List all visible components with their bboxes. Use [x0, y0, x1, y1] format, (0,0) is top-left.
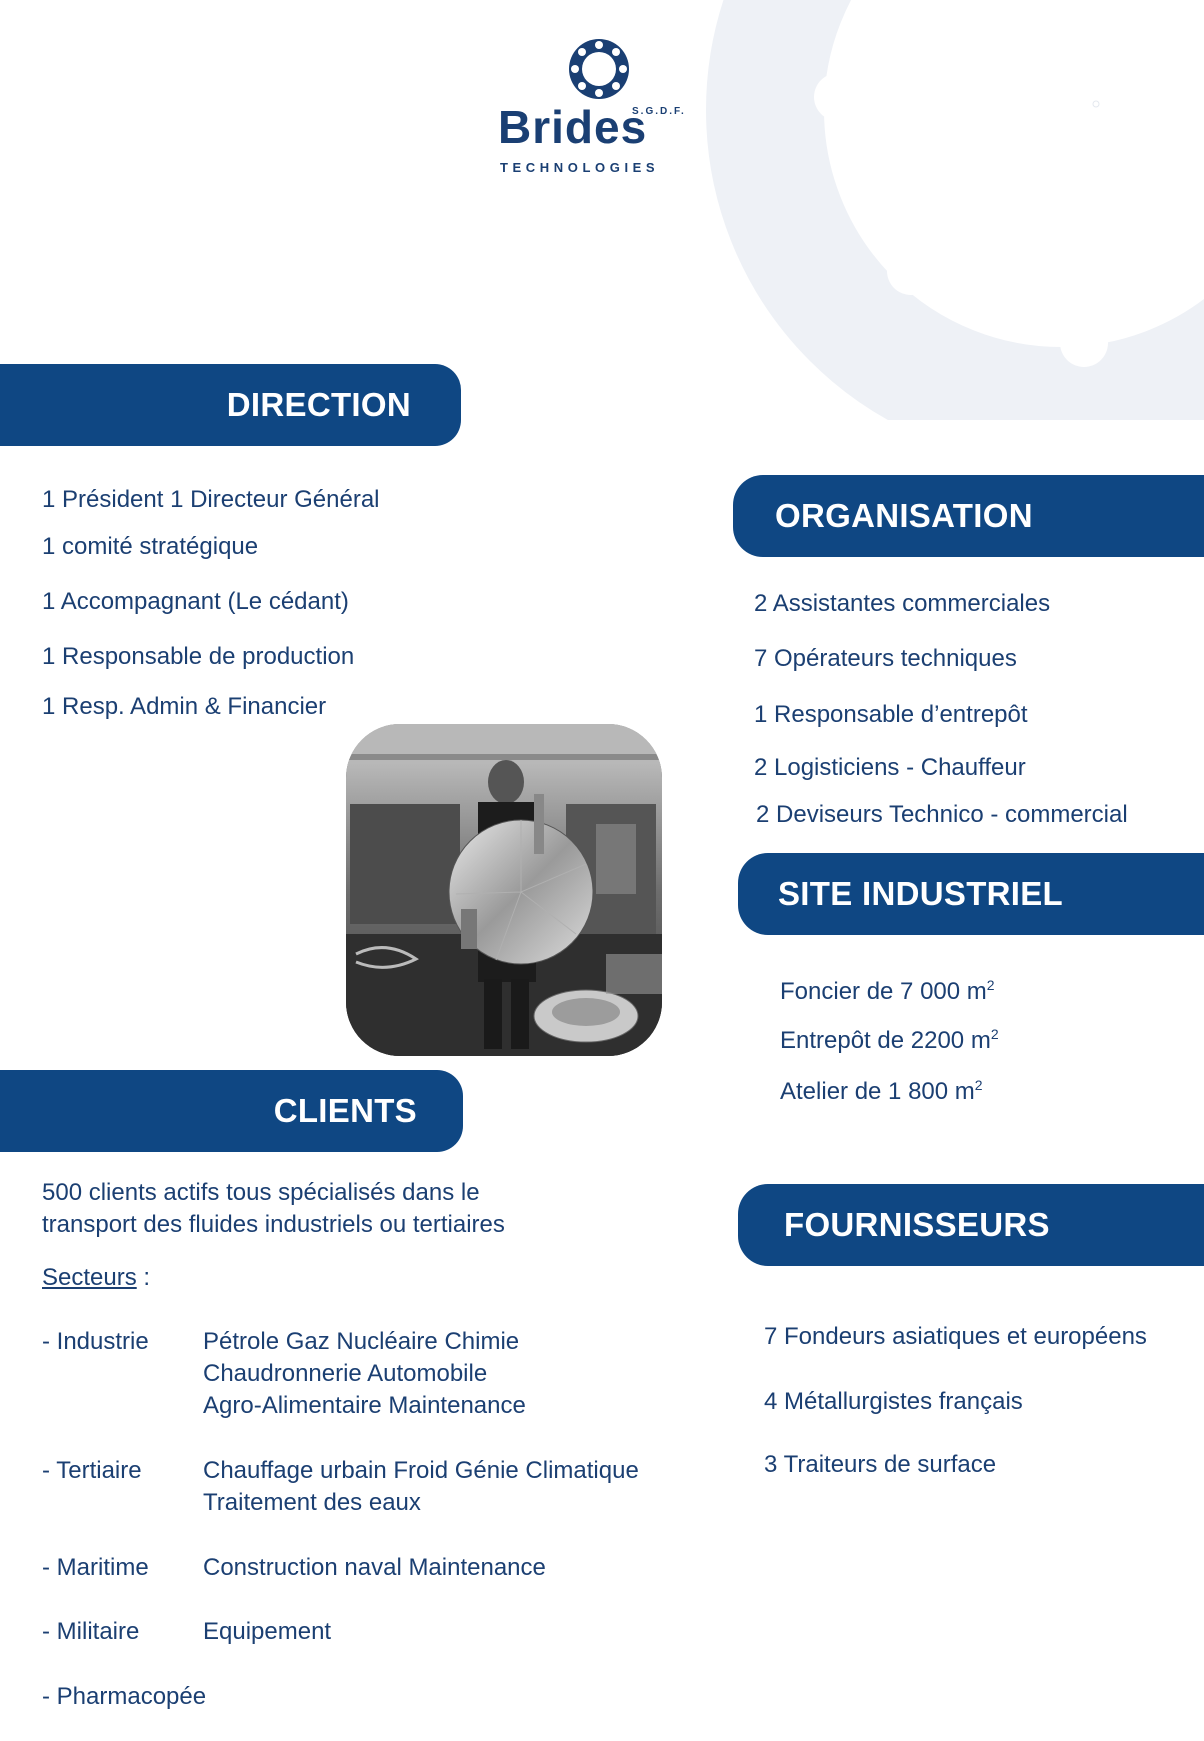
sector-name: - Industrie — [42, 1328, 149, 1355]
organisation-item: 7 Opérateurs techniques — [754, 645, 1017, 672]
logo-subtitle: TECHNOLOGIES — [500, 160, 660, 175]
sector-name: - Tertiaire — [42, 1457, 142, 1484]
direction-item: 1 Accompagnant (Le cédant) — [42, 588, 349, 615]
site-item — [780, 1077, 983, 1107]
direction-item: 1 Président 1 Directeur Général — [42, 486, 380, 513]
fournisseurs-banner — [738, 1184, 1204, 1266]
sector-name: - Maritime — [42, 1554, 149, 1581]
sector-value: Traitement des eaux — [203, 1489, 421, 1516]
organisation-banner — [733, 475, 1204, 557]
site-industriel-title: SITE INDUSTRIEL — [778, 875, 1064, 912]
site-item-label: Foncier de 7 000 m — [780, 978, 987, 1005]
organisation-item: 2 Logisticiens - Chauffeur — [754, 754, 1026, 781]
sector-value: Equipement — [203, 1618, 332, 1645]
sector-value: Agro-Alimentaire Maintenance — [203, 1392, 526, 1419]
organisation-item: 1 Responsable d’entrepôt — [754, 701, 1028, 728]
fournisseurs-title: FOURNISSEURS — [784, 1206, 1050, 1243]
organisation-item: 2 Assistantes commerciales — [754, 590, 1051, 617]
logo-tagline: S.G.D.F. — [632, 106, 686, 117]
fournisseurs-item: 3 Traiteurs de surface — [764, 1451, 997, 1478]
sector-value: Chauffage urbain Froid Génie Climatique — [203, 1457, 639, 1484]
site-item-sup: 2 — [986, 977, 995, 993]
direction-title: DIRECTION — [226, 386, 411, 423]
flange-logo-icon — [568, 38, 630, 100]
sector-name: - Militaire — [42, 1618, 140, 1645]
sectors-colon: : — [136, 1264, 151, 1291]
logo-brand-name: Brides — [498, 101, 648, 153]
site-item — [780, 977, 995, 1007]
direction-item: 1 comité stratégique — [42, 533, 259, 560]
sector-value: Construction naval Maintenance — [203, 1554, 546, 1581]
site-item-sup: 2 — [974, 1077, 983, 1093]
site-item-sup: 2 — [990, 1026, 999, 1042]
clients-title: CLIENTS — [273, 1092, 417, 1129]
direction-item: 1 Responsable de production — [42, 643, 355, 670]
workshop-photo — [346, 724, 662, 1056]
site-item — [780, 1026, 999, 1056]
sectors-heading — [42, 1263, 150, 1293]
clients-intro-line: transport des fluides industriels ou tertiaires — [42, 1211, 505, 1238]
sectors-label: Secteurs — [42, 1264, 137, 1291]
fournisseurs-item: 7 Fondeurs asiatiques et européens — [764, 1323, 1147, 1350]
sector-name: - Pharmacopée — [42, 1683, 207, 1710]
clients-intro-line: 500 clients actifs tous spécialisés dans le — [42, 1179, 480, 1206]
direction-item: 1 Resp. Admin & Financier — [42, 693, 327, 720]
site-industriel-banner — [738, 853, 1204, 935]
organisation-title: ORGANISATION — [775, 497, 1033, 534]
sector-value: Chaudronnerie Automobile — [203, 1360, 488, 1387]
site-item-label: Atelier de 1 800 m — [780, 1078, 975, 1105]
brides-logo — [498, 38, 702, 178]
organisation-item: 2 Deviseurs Technico - commercial — [756, 801, 1128, 828]
fournisseurs-item: 4 Métallurgistes français — [764, 1388, 1023, 1415]
sector-value: Pétrole Gaz Nucléaire Chimie — [203, 1328, 520, 1355]
site-item-label: Entrepôt de 2200 m — [780, 1027, 991, 1054]
direction-banner — [0, 364, 461, 446]
clients-banner — [0, 1070, 463, 1152]
